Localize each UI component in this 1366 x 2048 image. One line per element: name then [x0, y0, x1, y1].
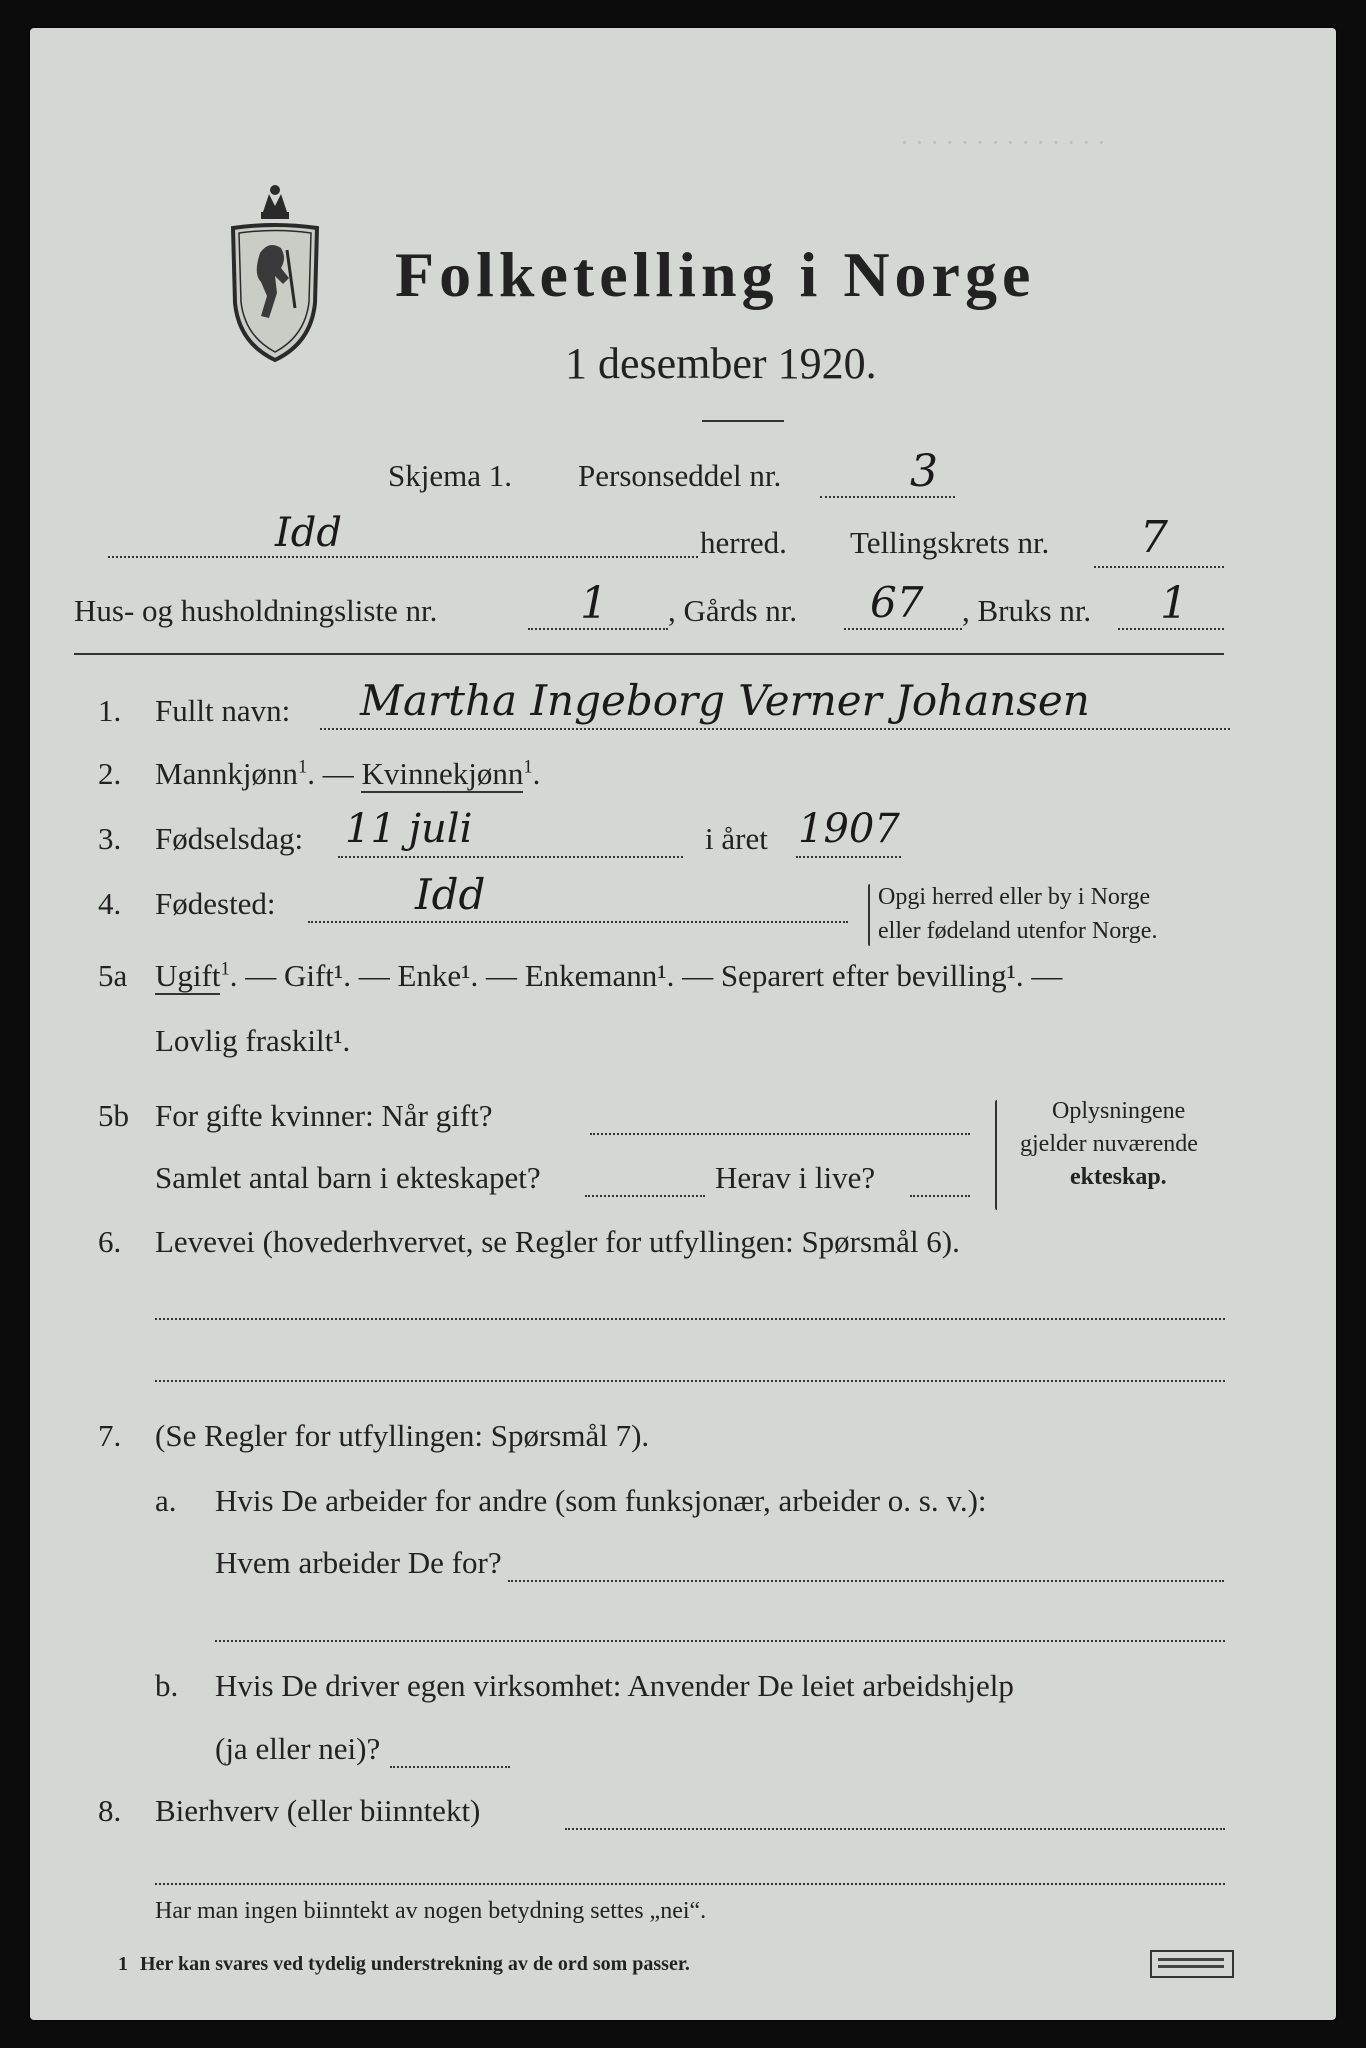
farm-number-label: , Gårds nr.	[668, 593, 798, 628]
q7-label: (Se Regler for utfyllingen: Spørsmål 7).	[155, 1418, 650, 1453]
title-divider	[702, 420, 784, 422]
herred-value: Idd	[275, 510, 343, 556]
coat-of-arms-icon	[225, 178, 325, 368]
q3-year-value: 1907	[798, 806, 900, 852]
farm-number-field-line	[844, 628, 962, 630]
q7b-yes-no-label: (ja eller nei)?	[215, 1731, 381, 1766]
q7a-field-line-1	[508, 1580, 1224, 1582]
q7-number: 7.	[98, 1418, 122, 1453]
q3-year-label: i året	[705, 821, 768, 856]
holding-number-label: , Bruks nr.	[962, 593, 1092, 628]
household-list-value: 1	[580, 578, 608, 629]
farm-number-value: 67	[870, 578, 924, 627]
footnote-mark: 1	[118, 1953, 128, 1975]
tellingskrets-field-line	[1094, 566, 1224, 568]
q4-note-line2: eller fødeland utenfor Norge.	[878, 918, 1158, 944]
q5a-unmarried-footnote: 1	[220, 958, 230, 980]
q4-birthplace-field-line	[308, 921, 848, 923]
q5b-alive-field-line	[910, 1195, 970, 1197]
q2-sex-options: Mannkjønn$^1$. — Kvinnekjønn$^1$.	[155, 756, 541, 791]
personseddel-label: Personseddel nr.	[578, 458, 782, 493]
q8-field-line-2	[155, 1883, 1225, 1885]
household-list-label: Hus- og husholdningsliste nr.	[74, 593, 438, 628]
q7a-employer-label: Hvem arbeider De for?	[215, 1545, 502, 1580]
q5a-number: 5a	[98, 958, 128, 993]
tellingskrets-value: 7	[1140, 512, 1168, 563]
q6-occupation-label: Levevei (hovederhvervet, se Regler for utfyllingen: Spørsmål 6).	[155, 1224, 960, 1259]
q4-number: 4.	[98, 886, 122, 921]
q5a-marital-options	[155, 958, 1062, 994]
q7a-employer-question: Hvis De arbeider for andre (som funksjonær, arbeider o. s. v.):	[215, 1483, 987, 1518]
q4-note-brace	[868, 884, 870, 946]
q5b-note-line3: ekteskap.	[1070, 1164, 1167, 1190]
q4-birthplace-value: Idd	[415, 870, 486, 919]
tellingskrets-label: Tellingskrets nr.	[850, 525, 1050, 560]
q5b-children-field-line	[585, 1195, 705, 1197]
q5b-married-when-field-line	[590, 1133, 970, 1135]
printer-stamp-icon	[1150, 1950, 1234, 1978]
form-date: 1 desember 1920.	[565, 339, 877, 388]
q1-full-name-label: Fullt navn:	[155, 693, 291, 728]
q3-year-field-line	[796, 856, 901, 858]
q7a-field-line-2	[215, 1640, 1225, 1642]
q4-birthplace-label: Fødested:	[155, 886, 276, 921]
q1-number: 1.	[98, 693, 122, 728]
q7a-letter: a.	[155, 1483, 177, 1518]
q6-field-line-1	[155, 1318, 1225, 1320]
q7b-business-question: Hvis De driver egen virksomhet: Anvender De leiet arbeidshjelp	[215, 1668, 1014, 1703]
q5b-note-line1: Oplysningene	[1052, 1098, 1186, 1124]
q2-male-option: Mannkjønn	[155, 756, 298, 791]
q5b-married-when-label: For gifte kvinner: Når gift?	[155, 1098, 493, 1133]
q4-note-line1: Opgi herred eller by i Norge	[878, 884, 1151, 910]
q6-number: 6.	[98, 1224, 122, 1259]
footnote-text: Her kan svares ved tydelig understrekning av de ord som passer.	[140, 1953, 690, 1975]
q5a-other-options: . — Gift¹. — Enke¹. — Enkemann¹. — Separert efter bevilling¹. —	[229, 958, 1063, 993]
q5a-unmarried-option: Ugift	[155, 958, 221, 993]
q5b-note-line2: gjelder nuværende	[1020, 1131, 1198, 1157]
q5b-note-brace	[995, 1100, 997, 1210]
q2-number: 2.	[98, 756, 122, 791]
census-form-sheet	[30, 28, 1336, 2020]
herred-field-line	[108, 556, 698, 558]
q2-male-footnote: 1	[297, 756, 308, 778]
herred-label: herred.	[700, 525, 787, 560]
q3-birthday-label: Fødselsdag:	[155, 821, 304, 856]
q2-female-footnote: 1	[523, 756, 533, 778]
q8-field-line-1	[565, 1828, 1225, 1830]
q7b-letter: b.	[155, 1668, 179, 1703]
q6-field-line-2	[155, 1380, 1225, 1382]
no-income-note: Har man ingen biinntekt av nogen betydning settes „nei“.	[155, 1898, 707, 1924]
schema-label: Skjema 1.	[388, 458, 512, 493]
q2-female-option: Kvinnekjønn	[361, 756, 524, 791]
q1-full-name-value: Martha Ingeborg Verner Johansen	[360, 676, 1090, 725]
q3-birthday-value: 11 juli	[345, 806, 473, 852]
q1-field-line	[320, 728, 1230, 730]
q3-birthday-field-line	[338, 856, 683, 858]
q8-side-income-label: Bierhverv (eller biinntekt)	[155, 1793, 481, 1828]
q3-number: 3.	[98, 821, 122, 856]
personseddel-value: 3	[910, 446, 938, 497]
q8-number: 8.	[98, 1793, 122, 1828]
header-divider	[74, 653, 1224, 655]
q2-separator: . —	[307, 756, 354, 791]
bleed-through-text: · · · · · · · · · · · · · ·	[900, 128, 1106, 157]
q7b-field-line	[390, 1766, 510, 1768]
q5b-alive-label: Herav i live?	[715, 1160, 876, 1195]
holding-number-value: 1	[1160, 578, 1188, 629]
q5a-divorced-option: Lovlig fraskilt¹.	[155, 1023, 351, 1058]
form-title: Folketelling i Norge	[395, 239, 1036, 310]
q5b-children-label: Samlet antal barn i ekteskapet?	[155, 1160, 541, 1195]
q5b-number: 5b	[98, 1098, 129, 1133]
